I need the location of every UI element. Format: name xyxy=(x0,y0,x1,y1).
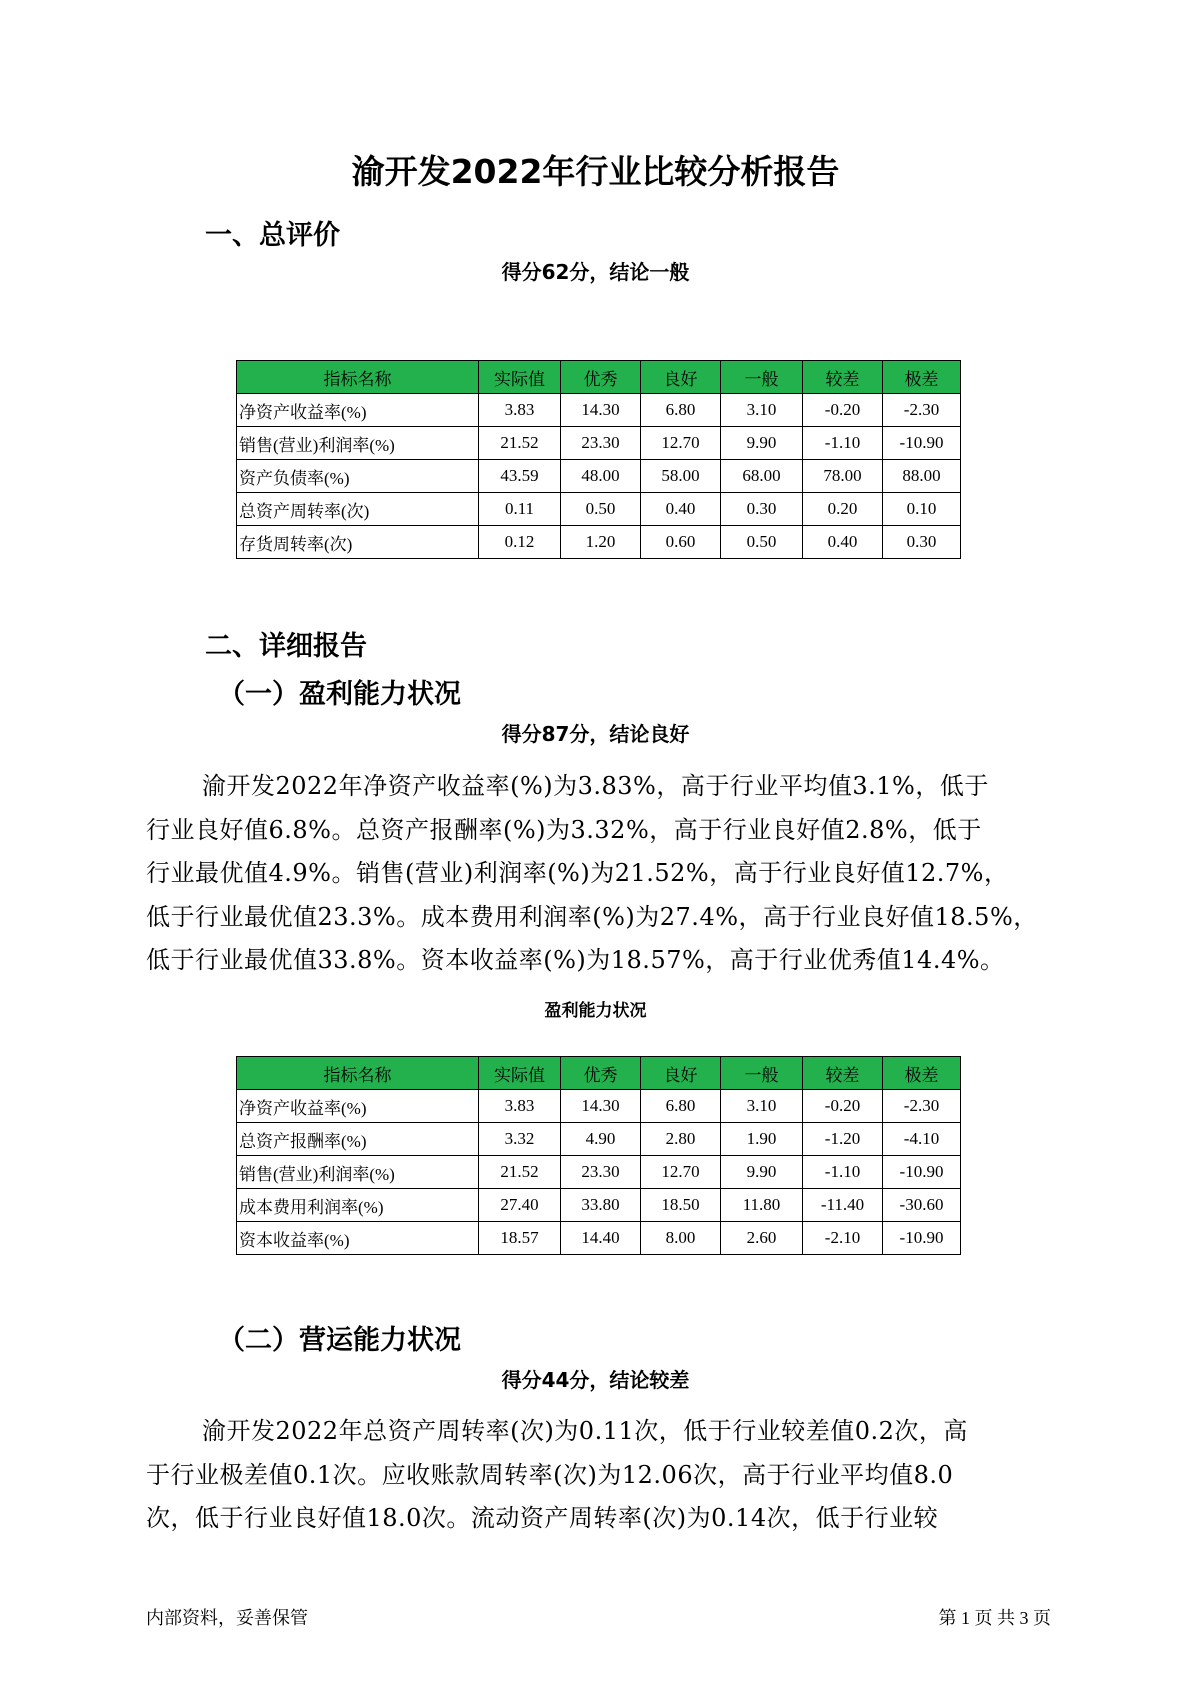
table-cell: 14.30 xyxy=(561,1090,641,1123)
header-cell: 极差 xyxy=(883,361,961,394)
table-cell: 21.52 xyxy=(479,1156,561,1189)
table-cell: 3.83 xyxy=(479,1090,561,1123)
table-cell: -0.20 xyxy=(803,394,883,427)
table-cell: 0.60 xyxy=(641,526,721,559)
profit-heading: （一）盈利能力状况 xyxy=(218,679,461,710)
table-cell: -2.30 xyxy=(883,394,961,427)
table-cell: 存货周转率(次) xyxy=(237,526,479,559)
table-cell: 0.30 xyxy=(883,526,961,559)
table-cell: 58.00 xyxy=(641,460,721,493)
table-cell: 12.70 xyxy=(641,1156,721,1189)
table-row xyxy=(237,427,961,460)
header-cell: 实际值 xyxy=(479,1057,561,1090)
overall-table xyxy=(236,360,961,559)
table-header-row xyxy=(237,1057,961,1090)
table-row xyxy=(237,1189,961,1222)
table-cell: -11.40 xyxy=(803,1189,883,1222)
table-row xyxy=(237,394,961,427)
table-cell: 0.30 xyxy=(721,493,803,526)
table-cell: -0.20 xyxy=(803,1090,883,1123)
profit-table-caption: 盈利能力状况 xyxy=(544,1001,647,1021)
table-header-row xyxy=(237,361,961,394)
profit-paragraph xyxy=(146,765,1051,983)
header-cell: 良好 xyxy=(641,1057,721,1090)
table-cell: 0.20 xyxy=(803,493,883,526)
paragraph-line: 渝开发2022年总资产周转率(次)为0.11次，低于行业较差值0.2次，高 xyxy=(202,1417,968,1445)
table-cell: 成本费用利润率(%) xyxy=(237,1189,479,1222)
paragraph-line: 于行业极差值0.1次。应收账款周转率(次)为12.06次，高于行业平均值8.0 xyxy=(146,1460,954,1489)
table-cell: 销售(营业)利润率(%) xyxy=(237,427,479,460)
report-title: 渝开发2022年行业比较分析报告 xyxy=(351,152,840,191)
table-cell: 0.40 xyxy=(641,493,721,526)
operation-score: 得分44分，结论较差 xyxy=(501,1368,690,1392)
table-cell: 销售(营业)利润率(%) xyxy=(237,1156,479,1189)
paragraph-line: 低于行业最优值33.8%。资本收益率(%)为18.57%，高于行业优秀值14.4%。 xyxy=(146,946,1005,974)
section2-heading: 二、详细报告 xyxy=(205,631,367,662)
header-cell: 实际值 xyxy=(479,361,561,394)
table-cell: 12.70 xyxy=(641,427,721,460)
page-number: 第 1 页 共 3 页 xyxy=(938,1608,1051,1628)
header-cell: 一般 xyxy=(721,361,803,394)
table-cell: 6.80 xyxy=(641,1090,721,1123)
operation-paragraph xyxy=(146,1410,1051,1541)
section1-score: 得分62分，结论一般 xyxy=(501,260,690,284)
table-cell: 1.20 xyxy=(561,526,641,559)
header-cell: 良好 xyxy=(641,361,721,394)
header-cell: 指标名称 xyxy=(237,1057,479,1090)
table-row xyxy=(237,1156,961,1189)
table-cell: 资产负债率(%) xyxy=(237,460,479,493)
table-cell: 43.59 xyxy=(479,460,561,493)
table-row xyxy=(237,1222,961,1255)
table-cell: 68.00 xyxy=(721,460,803,493)
table-cell: -2.30 xyxy=(883,1090,961,1123)
table-cell: 23.30 xyxy=(561,1156,641,1189)
header-cell: 一般 xyxy=(721,1057,803,1090)
table-cell: 0.10 xyxy=(883,493,961,526)
table-cell: 0.50 xyxy=(561,493,641,526)
table-cell: -10.90 xyxy=(883,427,961,460)
table-cell: 14.30 xyxy=(561,394,641,427)
table-cell: 8.00 xyxy=(641,1222,721,1255)
table-cell: 23.30 xyxy=(561,427,641,460)
table-cell: 9.90 xyxy=(721,1156,803,1189)
table-cell: 3.10 xyxy=(721,1090,803,1123)
profit-score: 得分87分，结论良好 xyxy=(501,722,690,746)
operation-heading: （二）营运能力状况 xyxy=(218,1325,461,1356)
table-row xyxy=(237,1123,961,1156)
header-cell: 较差 xyxy=(803,361,883,394)
table-cell: 33.80 xyxy=(561,1189,641,1222)
paragraph-line: 行业最优值4.9%。销售(营业)利润率(%)为21.52%，高于行业良好值12.7%， xyxy=(146,859,1009,887)
profit-table xyxy=(236,1056,961,1255)
paragraph-line: 行业良好值6.8%。总资产报酬率(%)为3.32%，高于行业良好值2.8%，低于 xyxy=(146,815,982,844)
table-cell: 0.40 xyxy=(803,526,883,559)
table-cell: 3.32 xyxy=(479,1123,561,1156)
table-row xyxy=(237,526,961,559)
table-cell: -1.10 xyxy=(803,1156,883,1189)
table-cell: 88.00 xyxy=(883,460,961,493)
table-cell: 27.40 xyxy=(479,1189,561,1222)
table-cell: -30.60 xyxy=(883,1189,961,1222)
table-cell: 9.90 xyxy=(721,427,803,460)
footer-note: 内部资料，妥善保管 xyxy=(146,1608,308,1629)
table-cell: 2.60 xyxy=(721,1222,803,1255)
table-row xyxy=(237,493,961,526)
paragraph-line: 低于行业最优值23.3%。成本费用利润率(%)为27.4%，高于行业良好值18.5%， xyxy=(146,902,1038,931)
table-cell: 3.83 xyxy=(479,394,561,427)
table-cell: 1.90 xyxy=(721,1123,803,1156)
table-cell: 6.80 xyxy=(641,394,721,427)
table-cell: 48.00 xyxy=(561,460,641,493)
table-cell: 资本收益率(%) xyxy=(237,1222,479,1255)
table-cell: -2.10 xyxy=(803,1222,883,1255)
table-cell: 18.50 xyxy=(641,1189,721,1222)
table-cell: 0.11 xyxy=(479,493,561,526)
table-cell: 18.57 xyxy=(479,1222,561,1255)
table-cell: 0.12 xyxy=(479,526,561,559)
table-cell: -10.90 xyxy=(883,1156,961,1189)
table-cell: 净资产收益率(%) xyxy=(237,1090,479,1123)
header-cell: 优秀 xyxy=(561,1057,641,1090)
table-cell: -4.10 xyxy=(883,1123,961,1156)
table-row xyxy=(237,460,961,493)
table-cell: 14.40 xyxy=(561,1222,641,1255)
table-cell: 4.90 xyxy=(561,1123,641,1156)
table-cell: 总资产周转率(次) xyxy=(237,493,479,526)
table-row xyxy=(237,1090,961,1123)
table-cell: 总资产报酬率(%) xyxy=(237,1123,479,1156)
section1-heading: 一、总评价 xyxy=(205,220,340,251)
header-cell: 优秀 xyxy=(561,361,641,394)
table-cell: 0.50 xyxy=(721,526,803,559)
table-cell: 11.80 xyxy=(721,1189,803,1222)
table-cell: 3.10 xyxy=(721,394,803,427)
table-cell: 2.80 xyxy=(641,1123,721,1156)
paragraph-line: 渝开发2022年净资产收益率(%)为3.83%，高于行业平均值3.1%，低于 xyxy=(202,772,989,800)
table-cell: 21.52 xyxy=(479,427,561,460)
table-cell: -1.20 xyxy=(803,1123,883,1156)
header-cell: 较差 xyxy=(803,1057,883,1090)
table-cell: -1.10 xyxy=(803,427,883,460)
table-cell: 净资产收益率(%) xyxy=(237,394,479,427)
table-cell: -10.90 xyxy=(883,1222,961,1255)
paragraph-line: 次，低于行业良好值18.0次。流动资产周转率(次)为0.14次，低于行业较 xyxy=(146,1504,939,1532)
header-cell: 极差 xyxy=(883,1057,961,1090)
table-cell: 78.00 xyxy=(803,460,883,493)
header-cell: 指标名称 xyxy=(237,361,479,394)
